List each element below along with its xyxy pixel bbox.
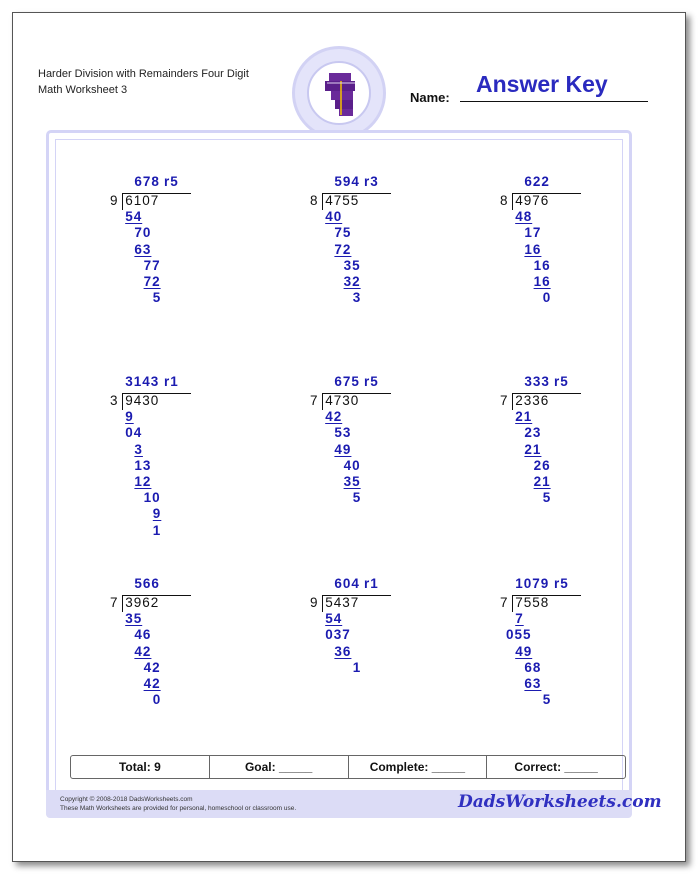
answer-key-text: Answer Key <box>476 71 608 97</box>
logo-digits-art <box>325 71 357 117</box>
remainder-step: 68 <box>524 659 542 675</box>
product-step: 9 <box>152 506 162 522</box>
product-step: 16 <box>533 274 551 289</box>
remainder-step: 17 <box>524 225 542 241</box>
remainder-step: 5 <box>352 490 362 506</box>
remainder-step: 5 <box>542 692 552 708</box>
quotient: 1079 <box>515 576 550 591</box>
product-step: 72 <box>143 274 161 289</box>
brand-logo[interactable]: DadsWorksheets.com <box>458 792 662 812</box>
quotient: 678 <box>134 174 160 189</box>
divisor: 3 <box>110 393 119 408</box>
dividend: 3962 <box>125 595 160 610</box>
division-bracket <box>122 595 123 612</box>
product-step: 16 <box>524 241 542 257</box>
product-step: 63 <box>134 241 152 257</box>
remainder: r5 <box>554 576 569 591</box>
remainder-step: 0 <box>542 290 552 306</box>
total-cell: Total: 9 <box>71 756 210 778</box>
division-bracket <box>512 193 513 210</box>
remainder-step: 35 <box>343 257 361 273</box>
remainder-step: 42 <box>143 659 161 675</box>
logo-inner-circle <box>307 61 371 125</box>
remainder-step: 13 <box>134 457 152 473</box>
division-problem <box>310 174 450 324</box>
remainder-step: 1 <box>152 522 162 538</box>
goal-cell[interactable]: Goal: _____ <box>210 756 349 778</box>
product-step: 3 <box>134 441 143 457</box>
divisor: 9 <box>110 193 119 208</box>
product-step: 35 <box>343 474 361 489</box>
divisor: 8 <box>310 193 319 208</box>
remainder-step: 037 <box>325 627 351 643</box>
score-table <box>70 755 626 779</box>
division-problem <box>110 576 250 726</box>
divisor: 7 <box>310 393 319 408</box>
product-step: 21 <box>533 474 551 489</box>
division-problem <box>310 374 450 524</box>
remainder: r1 <box>164 374 179 389</box>
division-bracket <box>322 193 323 210</box>
remainder-step: 23 <box>524 425 542 441</box>
product-step: 7 <box>515 611 524 627</box>
remainder-step: 77 <box>143 257 161 273</box>
division-bracket <box>122 193 123 210</box>
product-step: 9 <box>125 409 134 425</box>
product-step: 54 <box>325 611 343 627</box>
product-step: 42 <box>134 643 152 659</box>
remainder-step: 26 <box>533 457 551 473</box>
remainder-step: 46 <box>134 627 152 643</box>
product-step: 49 <box>515 643 533 659</box>
name-line[interactable] <box>460 101 648 102</box>
remainder-step: 5 <box>152 290 162 306</box>
remainder-step: 0 <box>152 692 162 708</box>
division-bracket <box>322 595 323 612</box>
divisor: 9 <box>310 595 319 610</box>
remainder-step: 04 <box>125 425 143 441</box>
remainder: r5 <box>554 374 569 389</box>
product-step: 63 <box>524 676 542 691</box>
remainder-step: 53 <box>334 425 352 441</box>
remainder-step: 16 <box>533 257 551 273</box>
copyright-text <box>60 795 296 813</box>
remainder: r3 <box>364 174 379 189</box>
name-label: Name: <box>410 90 450 105</box>
remainder-step: 5 <box>542 490 552 506</box>
division-problem <box>110 174 250 324</box>
remainder: r5 <box>364 374 379 389</box>
dividend: 4755 <box>325 193 360 208</box>
divisor: 7 <box>110 595 119 610</box>
product-step: 36 <box>334 643 352 659</box>
product-step: 72 <box>334 241 352 257</box>
divisor: 8 <box>500 193 509 208</box>
division-problem <box>110 374 250 538</box>
quotient: 594 <box>334 174 360 189</box>
product-step: 40 <box>325 209 343 225</box>
complete-cell[interactable]: Complete: _____ <box>349 756 488 778</box>
remainder: r5 <box>164 174 179 189</box>
remainder-step: 75 <box>334 225 352 241</box>
quotient: 622 <box>524 174 550 189</box>
worksheet-title <box>38 66 249 98</box>
product-step: 42 <box>143 676 161 691</box>
remainder-step: 1 <box>352 659 362 675</box>
product-step: 42 <box>325 409 343 425</box>
product-step: 21 <box>515 409 533 425</box>
correct-cell[interactable]: Correct: _____ <box>514 760 598 774</box>
dividend: 6107 <box>125 193 160 208</box>
divisor: 7 <box>500 595 509 610</box>
product-step: 32 <box>343 274 361 289</box>
division-logo-icon <box>292 46 386 140</box>
remainder-step: 3 <box>352 290 362 306</box>
product-step: 12 <box>134 474 152 489</box>
product-step: 21 <box>524 441 542 457</box>
remainder-step: 055 <box>506 627 532 643</box>
quotient: 333 <box>524 374 550 389</box>
dividend: 7558 <box>515 595 550 610</box>
division-problem <box>310 576 450 726</box>
title-line-2: Math Worksheet 3 <box>38 84 128 96</box>
remainder: r1 <box>364 576 379 591</box>
division-problem <box>500 174 640 324</box>
divisor: 7 <box>500 393 509 408</box>
dividend: 5437 <box>325 595 360 610</box>
remainder-step: 10 <box>143 490 161 506</box>
division-bracket <box>512 595 513 612</box>
quotient: 604 <box>334 576 360 591</box>
quotient: 566 <box>134 576 160 591</box>
dividend: 9430 <box>125 393 160 408</box>
dividend: 2336 <box>515 393 550 408</box>
division-problem <box>500 576 640 726</box>
quotient: 3143 <box>125 374 160 389</box>
product-step: 48 <box>515 209 533 225</box>
title-line-1: Harder Division with Remainders Four Digit <box>38 68 249 80</box>
dividend: 4730 <box>325 393 360 408</box>
dividend: 4976 <box>515 193 550 208</box>
division-bracket <box>322 393 323 410</box>
remainder-step: 70 <box>134 225 152 241</box>
product-step: 49 <box>334 441 352 457</box>
division-bracket <box>512 393 513 410</box>
product-step: 35 <box>125 611 143 627</box>
remainder-step: 40 <box>343 457 361 473</box>
copyright-line-2: These Math Worksheets are provided for personal, homeschool or classroom use. <box>60 805 297 812</box>
product-step: 54 <box>125 209 143 225</box>
quotient: 675 <box>334 374 360 389</box>
copyright-line-1: Copyright © 2008-2018 DadsWorksheets.com <box>60 796 193 803</box>
division-bracket <box>122 393 123 410</box>
division-problem <box>500 374 640 524</box>
